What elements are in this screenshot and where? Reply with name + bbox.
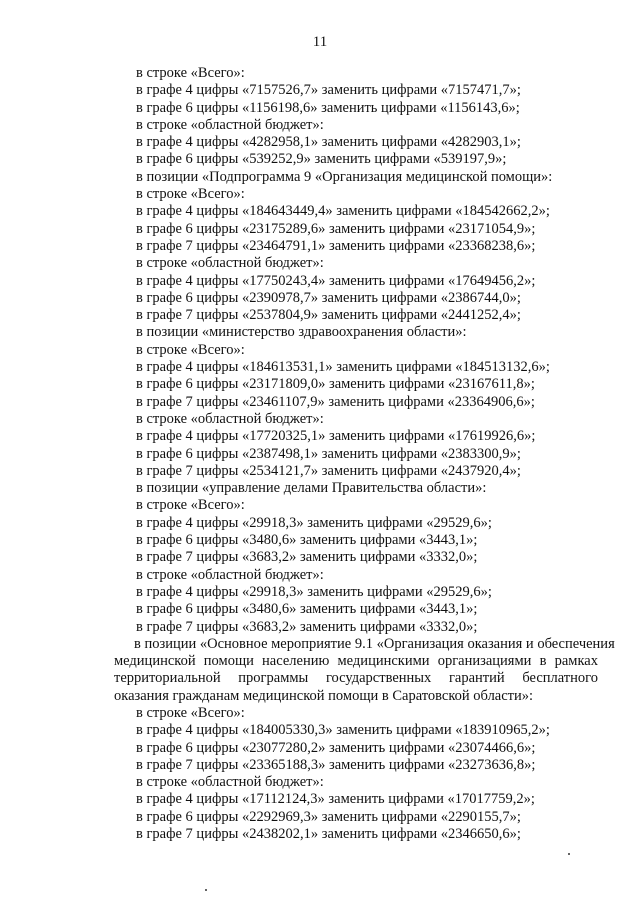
amendment-list-a xyxy=(114,65,598,636)
amendment-line: в графе 4 цифры «29918,3» заменить цифрами «29529,6»; xyxy=(136,514,492,531)
paragraph-line: оказания гражданам медицинской помощи в Саратовской области»: xyxy=(114,687,534,704)
amendment-line: в графе 6 цифры «3480,6» заменить цифрами «3443,1»; xyxy=(136,601,478,618)
amendment-line: в графе 6 цифры «23171809,0» заменить цифрами «23167611,8»; xyxy=(136,376,535,393)
paragraph-line: в позиции «Основное мероприятие 9.1 «Организация оказания и обеспечения xyxy=(134,635,615,652)
amendment-line: в графе 7 цифры «3683,2» заменить цифрами «3332,0»; xyxy=(136,549,478,566)
paragraph-main-activity xyxy=(114,635,615,705)
amendment-line: в графе 6 цифры «23175289,6» заменить цифрами «23171054,9»; xyxy=(136,220,536,237)
paragraph-line: медицинской помощи населению медицинскими организациями в рамках xyxy=(114,653,598,670)
amendment-line: в графе 4 цифры «184643449,4» заменить цифрами «184542662,2»; xyxy=(136,203,550,220)
amendment-line: в графе 4 цифры «4282958,1» заменить цифрами «4282903,1»; xyxy=(136,134,521,151)
amendment-line: в графе 7 цифры «2537804,9» заменить цифрами «2441252,4»; xyxy=(136,307,521,324)
amendment-line: в графе 4 цифры «17750243,4» заменить цифрами «17649456,2»; xyxy=(136,272,536,289)
amendment-line: в строке «областной бюджет»: xyxy=(136,116,324,133)
amendment-line: в позиции «Подпрограмма 9 «Организация медицинской помощи»: xyxy=(136,168,553,185)
amendment-line: в строке «Всего»: xyxy=(136,497,245,514)
amendment-line: в строке «Всего»: xyxy=(136,341,245,358)
amendment-line: в графе 4 цифры «184613531,1» заменить цифрами «184513132,6»; xyxy=(136,359,550,376)
amendment-line: в строке «Всего»: xyxy=(136,704,245,721)
amendment-line: в графе 6 цифры «3480,6» заменить цифрами «3443,1»; xyxy=(136,532,478,549)
amendment-line: в строке «Всего»: xyxy=(136,65,245,81)
paragraph-line: территориальной программы государственных гарантий бесплатного xyxy=(114,670,598,687)
amendment-line: в графе 6 цифры «1156198,6» заменить цифрами «1156143,6»; xyxy=(136,99,520,116)
amendment-line: в строке «областной бюджет»: xyxy=(136,255,324,272)
amendment-line: в графе 7 цифры «3683,2» заменить цифрами «3332,0»; xyxy=(136,618,478,635)
amendment-line: в позиции «министерство здравоохранения области»: xyxy=(136,324,467,341)
amendment-line: в графе 4 цифры «184005330,3» заменить цифрами «183910965,2»; xyxy=(136,722,550,739)
document-body xyxy=(114,65,615,843)
amendment-line: в графе 7 цифры «23461107,9» заменить цифрами «23364906,6»; xyxy=(136,393,535,410)
amendment-line: в строке «областной бюджет»: xyxy=(136,774,324,791)
amendment-line: в графе 4 цифры «17720325,1» заменить цифрами «17619926,6»; xyxy=(136,428,536,445)
amendment-line: в строке «областной бюджет»: xyxy=(136,410,324,427)
amendment-list-b xyxy=(114,705,598,843)
amendment-line: в графе 4 цифры «7157526,7» заменить цифрами «7157471,7»; xyxy=(136,82,521,99)
scan-speck xyxy=(205,889,207,891)
amendment-line: в строке «Всего»: xyxy=(136,186,245,203)
amendment-line: в графе 4 цифры «17112124,3» заменить цифрами «17017759,2»; xyxy=(136,791,535,808)
amendment-line: в графе 6 цифры «2292969,3» заменить цифрами «2290155,7»; xyxy=(136,808,521,825)
amendment-line: в графе 6 цифры «23077280,2» заменить цифрами «23074466,6»; xyxy=(136,739,536,756)
page-number: 11 xyxy=(312,34,328,50)
amendment-line: в графе 7 цифры «2534121,7» заменить цифрами «2437920,4»; xyxy=(136,462,521,479)
scan-speck xyxy=(568,853,570,855)
amendment-line: в графе 7 цифры «23464791,1» заменить цифрами «23368238,6»; xyxy=(136,237,536,254)
amendment-line: в графе 7 цифры «2438202,1» заменить цифрами «2346650,6»; xyxy=(136,826,521,843)
amendment-line: в позиции «управление делами Правительства области»: xyxy=(136,480,487,497)
amendment-line: в графе 6 цифры «2387498,1» заменить цифрами «2383300,9»; xyxy=(136,445,521,462)
amendment-line: в графе 6 цифры «2390978,7» заменить цифрами «2386744,0»; xyxy=(136,289,521,306)
amendment-line: в графе 7 цифры «23365188,3» заменить цифрами «23273636,8»; xyxy=(136,756,536,773)
amendment-line: в графе 4 цифры «29918,3» заменить цифрами «29529,6»; xyxy=(136,583,492,600)
amendment-line: в графе 6 цифры «539252,9» заменить цифрами «539197,9»; xyxy=(136,151,507,168)
amendment-line: в строке «областной бюджет»: xyxy=(136,566,324,583)
